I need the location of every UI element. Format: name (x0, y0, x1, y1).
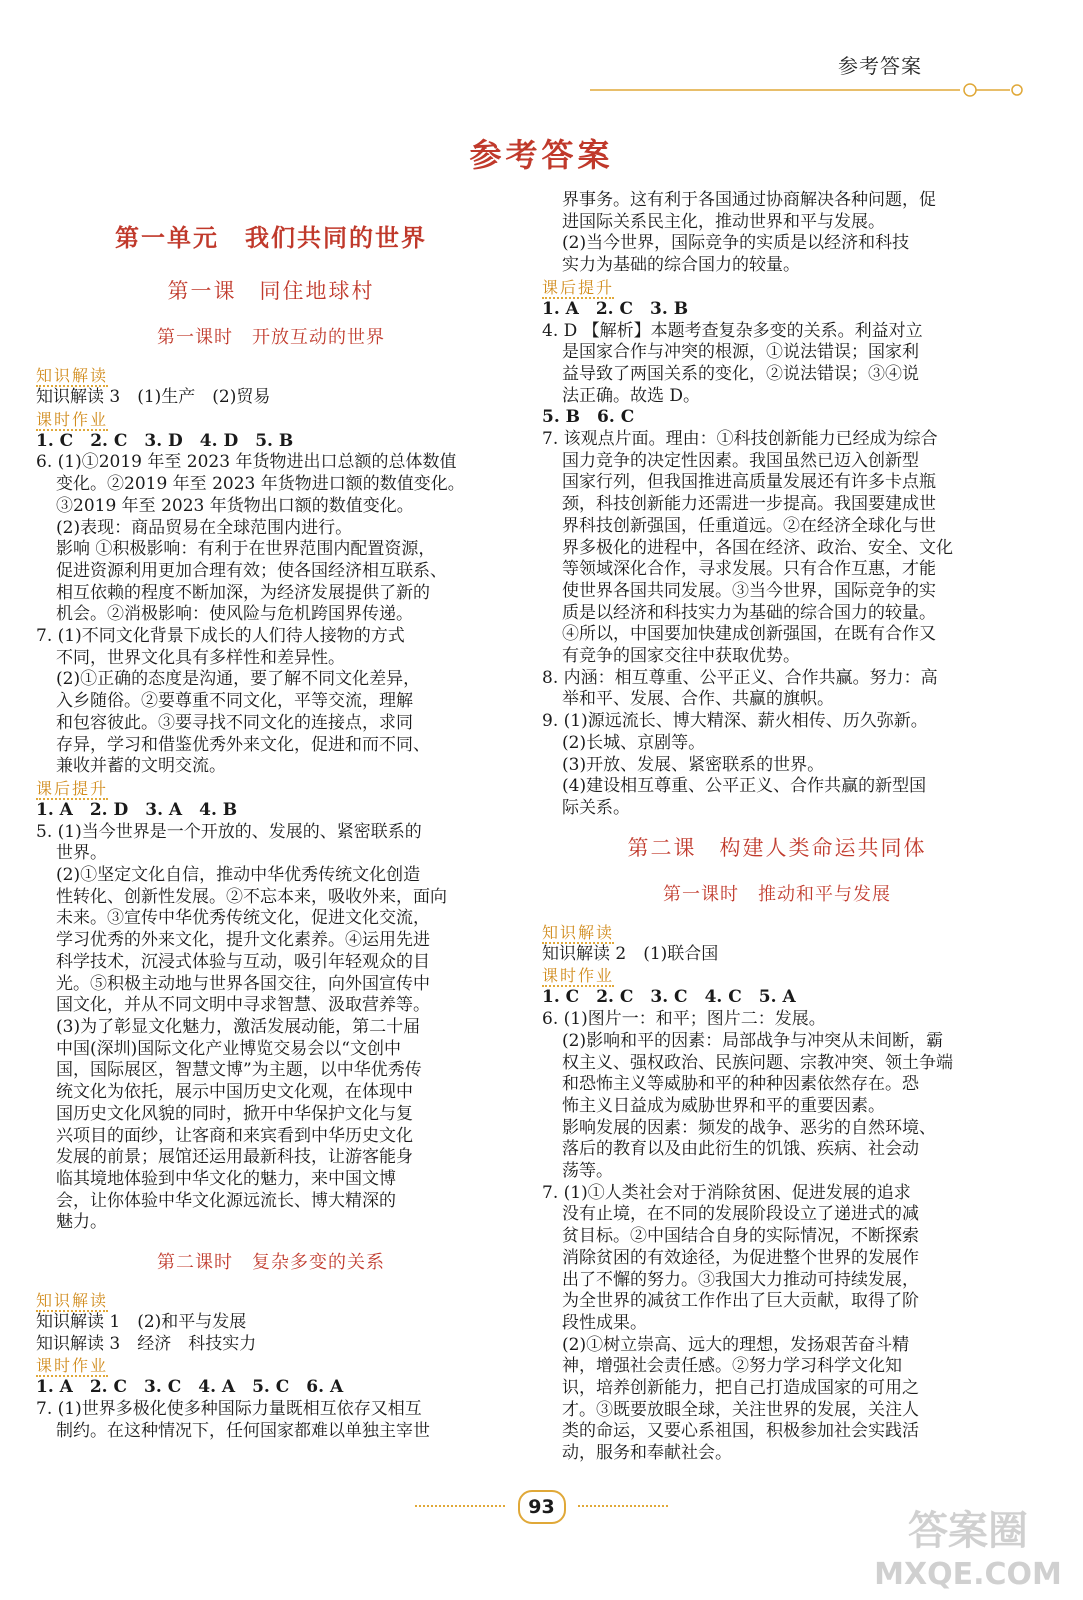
choice-answers: 1. A 2. C 3. C 4. A 5. C 6. A (36, 1377, 344, 1398)
answer-line: 有竞争的国家交往中获取优势。 (562, 646, 800, 667)
section-tag-khts: 课后提升 (36, 778, 109, 798)
section-tag-kszy: 课时作业 (36, 1356, 109, 1376)
answer-line: 法正确。故选 D。 (562, 385, 701, 406)
answer-line: 贫目标。②中国结合自身的实际情况，不断探索 (562, 1226, 919, 1247)
answer-line: 魅力。 (56, 1212, 107, 1233)
answer-line: (2)表现：商品贸易在全球范围内进行。 (56, 517, 353, 538)
unit-title: 第一单元 我们共同的世界 (115, 224, 427, 252)
answer-line: 知识解读 2 (1)联合国 (542, 943, 719, 964)
answer-line: 临其境地体验到中华文化的魅力，来中国文博 (56, 1168, 396, 1189)
answer-line: 性转化、创新性发展。②不忘本来，吸收外来，面向 (56, 886, 447, 907)
period-title: 第一课时 推动和平与发展 (663, 883, 891, 905)
answer-line: 会，让你体验中华文化源远流长、博大精深的 (56, 1190, 396, 1211)
answer-line: (2)①坚定文化自信，推动中华优秀传统文化创造 (56, 865, 421, 886)
answer-line: 知识解读 1 (2)和平与发展 (36, 1312, 247, 1333)
answer-line: 益导致了两国关系的变化，②说法错误；③④说 (562, 363, 919, 384)
answer-line: (2)①正确的态度是沟通，要了解不同文化差异， (56, 669, 421, 690)
section-tag-kszy: 课时作业 (542, 966, 615, 986)
answer-line: (2)影响和平的因素：局部战争与冲突从未间断，霸 (562, 1030, 944, 1051)
answer-line: 兼收并蓄的文明交流。 (56, 756, 226, 777)
answer-line: 消除贫困的有效途径，为促进整个世界的发展作 (562, 1247, 919, 1268)
answer-line: 影响发展的因素：频发的战争、恶劣的自然环境、 (562, 1117, 936, 1138)
answer-line: 神，增强社会责任感。②努力学习科学文化知 (562, 1356, 902, 1377)
answer-line: 质是以经济和科技实力为基础的综合国力的较量。 (562, 602, 936, 623)
answer-line: 学习优秀的外来文化，提升文化素养。④运用先进 (56, 930, 430, 951)
answer-line: 7. (1)不同文化背景下成长的人们待人接物的方式 (36, 626, 405, 647)
answer-line: 变化。②2019 年至 2023 年货物进口额的数值变化。 (56, 474, 465, 495)
answer-line: 国历史文化风貌的同时，掀开中华保护文化与复 (56, 1103, 413, 1124)
section-tag-kszy: 课时作业 (36, 409, 109, 429)
answer-line: 7. 该观点片面。理由：①科技创新能力已经成为综合 (542, 429, 938, 450)
choice-answers: 1. C 2. C 3. D 4. D 5. B (36, 430, 294, 451)
watermark-bottom: MXQE.COM (874, 1557, 1062, 1592)
answer-line: 知识解读 3 (1)生产 (2)贸易 (36, 387, 271, 407)
period-title: 第一课时 开放互动的世界 (157, 327, 385, 348)
page-title: 参考答案 (469, 136, 614, 174)
answer-line: 颈，科技创新能力还需进一步提高。我国要建成世 (562, 494, 936, 515)
answer-line: 没有止境，在不同的发展阶段设立了递进式的减 (562, 1204, 919, 1225)
period-title: 第二课时 复杂多变的关系 (157, 1252, 385, 1274)
answer-line: 存异，学习和借鉴优秀外来文化，促进和而不同、 (56, 734, 430, 755)
section-tag-zsjd: 知识解读 (36, 366, 109, 385)
section-tag-zsjd: 知识解读 (36, 1291, 109, 1311)
answer-line: 促进资源利用更加合理有效；使各国经济相互联系、 (56, 560, 447, 581)
lesson-title: 第一课 同住地球村 (167, 279, 375, 303)
answer-line: 9. (1)源远流长、博大精深、薪火相传、历久弥新。 (542, 711, 928, 732)
answer-line: 5. (1)当今世界是一个开放的、发展的、紧密联系的 (36, 821, 422, 842)
answer-line: (2)①树立崇高、远大的理想，发扬艰苦奋斗精 (562, 1334, 910, 1355)
answer-line: 识，培养创新能力，把自己打造成国家的可用之 (562, 1378, 919, 1399)
answer-line: 权主义、强权政治、民族问题、宗教冲突、领土争端 (562, 1052, 953, 1073)
answer-line: 怖主义日益成为威胁世界和平的重要因素。 (562, 1095, 885, 1116)
watermark-logo (868, 1496, 1068, 1596)
left-column (36, 190, 506, 1443)
answer-line: ④所以，中国要加快建成创新强国，在既有合作又 (562, 624, 936, 645)
answer-line: 制约。在这种情况下，任何国家都难以单独主宰世 (56, 1420, 430, 1441)
answer-line: 使世界各国共同发展。③当今世界，国际竞争的实 (562, 580, 936, 601)
answer-line: 兴项目的面纱，让客商和来宾看到中华历史文化 (56, 1125, 413, 1146)
answer-line: (2)长城、京剧等。 (562, 732, 706, 753)
answer-line: (3)开放、发展、紧密联系的世界。 (562, 754, 825, 775)
answer-line: 不同，世界文化具有多样性和差异性。 (56, 647, 345, 668)
answer-line: 入乡随俗。②要尊重不同文化，平等交流，理解 (56, 691, 413, 712)
answer-line: 等领域深化合作，寻求发展。只有合作互惠，才能 (562, 559, 936, 580)
choice-answers: 1. C 2. C 3. C 4. C 5. A (542, 987, 796, 1008)
running-header: 参考答案 (838, 54, 922, 78)
answer-line: 科学技术，沉浸式体验与互动，吸引年轻观众的目 (56, 951, 430, 972)
answer-line: ③2019 年至 2023 年货物出口额的数值变化。 (56, 495, 414, 516)
answer-line: 7. (1)①人类社会对于消除贫困、促进发展的追求 (542, 1182, 911, 1203)
section-tag-zsjd: 知识解读 (542, 922, 615, 942)
answer-line: 和包容彼此。③要寻找不同文化的连接点，求同 (56, 712, 413, 733)
answer-line: 为全世界的减贫工作作出了巨大贡献，取得了阶 (562, 1291, 919, 1312)
answer-line: 动，服务和奉献社会。 (562, 1443, 732, 1464)
answer-line: 影响 ①积极影响：有利于在世界范围内配置资源， (56, 539, 436, 560)
answer-line: 统文化为依托，展示中国历史文化观，在体现中 (56, 1082, 413, 1103)
header-decoration (590, 82, 1025, 98)
answer-line: 国，国际展区，智慧文博”为主题，以中华优秀传 (56, 1060, 422, 1081)
answer-line: (3)为了彰显文化魅力，激活发展动能，第二十届 (56, 1016, 421, 1037)
answer-line: 国文化，并从不同文明中寻求智慧、汲取营养等。 (56, 995, 430, 1016)
answer-line: 6. (1)①2019 年至 2023 年货物进出口总额的总体数值 (36, 452, 457, 473)
watermark-top: 答案圈 (908, 1508, 1028, 1554)
answer-line: 未来。③宣传中华优秀传统文化，促进文化交流， (56, 908, 430, 929)
section-tag-khts: 课后提升 (542, 277, 615, 297)
answer-line: 界事务。这有利于各国通过协商解决各种问题，促 (562, 190, 936, 210)
answer-line: 类的命运，又要心系祖国，积极参加社会实践活 (562, 1421, 919, 1442)
answer-line: 荡等。 (562, 1161, 613, 1182)
answer-line: 实力为基础的综合国力的较量。 (562, 255, 800, 276)
answer-line: 国力竞争的决定性因素。我国虽然已迈入创新型 (562, 450, 919, 471)
answer-line: 中国(深圳)国际文化产业博览交易会以“文创中 (56, 1038, 401, 1059)
answer-line: 进国际关系民主化，推动世界和平与发展。 (562, 211, 885, 232)
answer-line: 出了不懈的努力。③我国大力推动可持续发展， (562, 1269, 919, 1290)
choice-answers: 1. A 2. C 3. B (542, 298, 689, 319)
answer-line: 界多极化的进程中，各国在经济、政治、安全、文化 (562, 537, 953, 558)
answer-line: 落后的教育以及由此衍生的饥饿、疾病、社会动 (562, 1139, 919, 1160)
right-column (542, 190, 1012, 1465)
answer-line: 相互依赖的程度不断加深，为经济发展提供了新的 (56, 582, 430, 603)
answer-line: 世界。 (56, 843, 107, 864)
answer-line: 才。③既要放眼全球，关注世界的发展，关注人 (562, 1399, 919, 1420)
answer-line: 国家行列，但我国推进高质量发展还有许多卡点瓶 (562, 472, 936, 493)
answer-line: (4)建设相互尊重、公平正义、合作共赢的新型国 (562, 776, 927, 797)
answer-line: 7. (1)世界多极化使多种国际力量既相互依存又相互 (36, 1399, 422, 1420)
answer-line: 机会。②消极影响：使风险与危机跨国界传递。 (56, 604, 413, 625)
answer-line: 光。⑤积极主动地与世界各国交往，向外国宣传中 (56, 973, 430, 994)
answer-line: 是国家合作与冲突的根源，①说法错误；国家利 (562, 342, 919, 363)
lesson-title: 第二课 构建人类命运共同体 (627, 835, 927, 860)
answer-line: 发展的前景；展馆还运用最新科技，让游客能身 (56, 1147, 413, 1168)
answer-line: 界科技创新强国，任重道远。②在经济全球化与世 (562, 515, 936, 536)
answer-line: 4. D 【解析】本题考查复杂多变的关系。利益对立 (542, 320, 923, 341)
answer-line: 知识解读 3 经济 科技实力 (36, 1333, 257, 1354)
answer-line: 和恐怖主义等威胁和平的种种因素依然存在。恐 (562, 1074, 919, 1095)
choice-answers: 1. A 2. D 3. A 4. B (36, 799, 238, 820)
page-number: 93 (518, 1490, 566, 1524)
answer-line: (2)当今世界，国际竞争的实质是以经济和科技 (562, 233, 910, 254)
answer-line: 举和平、发展、合作、共赢的旗帜。 (562, 689, 834, 710)
answer-line: 6. (1)图片一：和平；图片二：发展。 (542, 1009, 826, 1030)
answer-line: 际关系。 (562, 797, 630, 818)
answer-line: 8. 内涵：相互尊重、公平正义、合作共赢。努力：高 (542, 667, 938, 688)
answer-line: 段性成果。 (562, 1312, 647, 1333)
choice-answers: 5. B 6. C (542, 407, 635, 428)
